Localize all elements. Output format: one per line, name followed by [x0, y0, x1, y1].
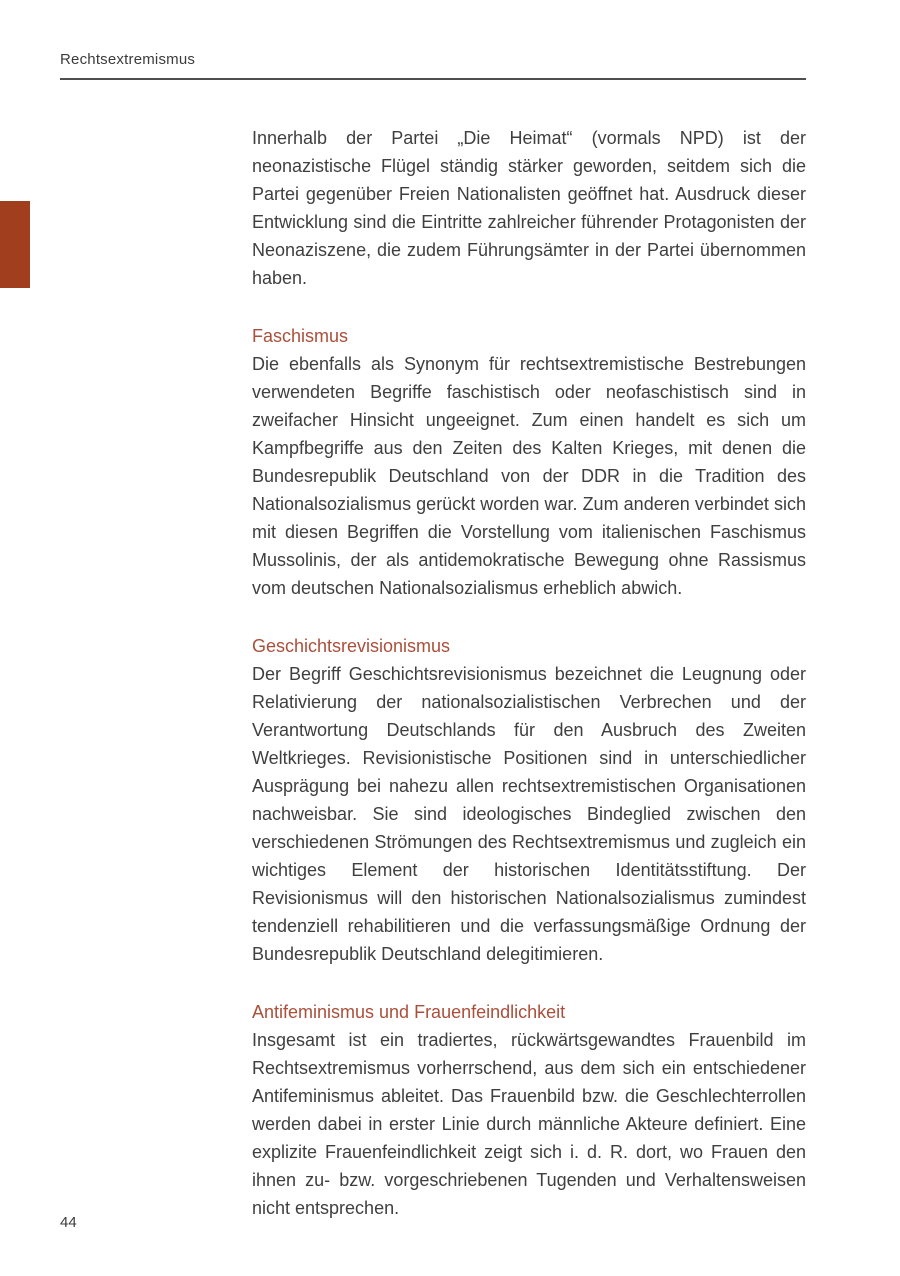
margin-accent-block: [0, 201, 30, 288]
section-faschismus: [252, 322, 806, 602]
section-intro: [252, 124, 806, 292]
section-paragraph: Die ebenfalls als Synonym für rechtsextremistische Bestrebungen verwendeten Begriffe faschistisch oder neofaschistisch sind in zweifacher Hinsicht ungeeignet. Zum einen handelt es sich um Kampfbegriffe aus den Zeiten des Kalten Krieges, mit denen die Bundesrepublik Deutschland von der DDR in die Tradition des Nationalsozialismus gerückt worden war. Zum anderen verbindet sich mit diesen Begriffen die Vorstellung vom italienischen Faschismus Mussolinis, der als antidemokratische Bewegung ohne Rassismus vom deutschen Nationalsozialismus erheblich abwich.: [252, 354, 806, 598]
section-paragraph: Innerhalb der Partei „Die Heimat“ (vormals NPD) ist der neonazistische Flügel ständig stärker geworden, seitdem sich die Partei gegenüber Freien Nationalisten geöffnet hat. Ausdruck dieser Entwicklung sind die Eintritte zahlreicher führender Protagonisten der Neonaziszene, die zudem Führungsämter in der Partei übernommen haben.: [252, 128, 806, 288]
section-antifeminismus: [252, 998, 806, 1222]
section-heading: Faschismus: [252, 326, 349, 346]
header-rule: [60, 78, 806, 80]
section-heading: Geschichtsrevisionismus: [252, 636, 451, 656]
content-column: [252, 124, 806, 1222]
running-header: Rechtsextremismus: [60, 51, 196, 68]
section-heading: Antifeminismus und Frauenfeindlichkeit: [252, 1002, 566, 1022]
section-paragraph: Der Begriff Geschichtsrevisionismus bezeichnet die Leugnung oder Relativierung der nationalsozialistischen Verbrechen und der Verantwortung Deutschlands für den Ausbruch des Zweiten Weltkrieges. Revisionistische Positionen sind in unterschiedlicher Ausprägung bei nahezu allen rechtsextremistischen Organisationen nachweisbar. Sie sind ideologisches Bindeglied zwischen den verschiedenen Strömungen des Rechtsextremismus und zugleich ein wichtiges Element der historischen Identitätsstiftung. Der Revisionismus will den historischen Nationalsozialismus zumindest tendenziell rehabilitieren und die verfassungsmäßige Ordnung der Bundesrepublik Deutschland delegitimieren.: [252, 664, 806, 964]
section-paragraph: Insgesamt ist ein tradiertes, rückwärtsgewandtes Frauenbild im Rechtsextremismus vorherrschend, aus dem sich ein entschiedener Antifeminismus ableitet. Das Frauenbild bzw. die Geschlechterrollen werden dabei in erster Linie durch männliche Akteure definiert. Eine explizite Frauenfeindlichkeit zeigt sich i. d. R. dort, wo Frauen den ihnen zu- bzw. vorgeschriebenen Tugenden und Verhaltensweisen nicht entsprechen.: [252, 1030, 806, 1218]
page-number: 44: [60, 1214, 77, 1231]
section-geschichtsrevisionismus: [252, 632, 806, 968]
